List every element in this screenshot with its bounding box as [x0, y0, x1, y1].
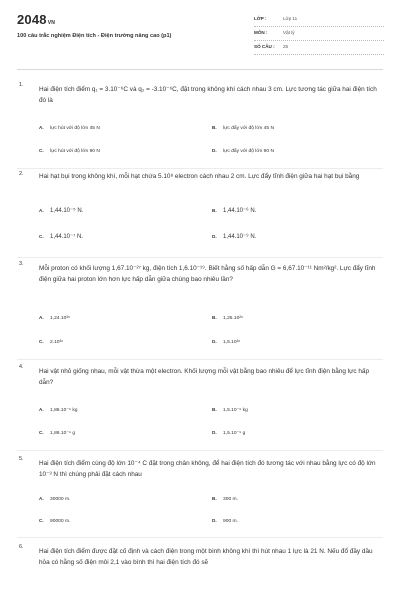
question-5 — [17, 456, 383, 540]
option-c[interactable] — [39, 518, 70, 524]
question-text: Hai hạt bụi trong không khí, mỗi hạt chứa 5.10⁸ electron cách nhau 2 cm. Lực đẩy tĩnh điện giữa hai hạt bụi bằng — [39, 173, 360, 180]
option-text: 1,25.10²⁶ — [223, 316, 243, 321]
question-divider — [17, 168, 383, 169]
option-a[interactable] — [39, 407, 78, 413]
meta-class-label: LỚP : — [254, 16, 267, 21]
question-divider — [17, 537, 383, 538]
question-number: 1. — [19, 82, 24, 88]
question-text: Hai điện tích điểm cùng độ lớn 10⁻⁴ C đặt trong chân không, để hai điện tích đó tương tác với nhau bằng lực có độ lớn 10⁻³ N thì chúng phải đặt cách nhau — [39, 460, 376, 478]
option-letter: B. — [212, 208, 217, 213]
option-text: 1,5.10⁻⁹ g — [223, 431, 246, 436]
option-text: 900 m. — [223, 519, 238, 524]
option-letter: C. — [39, 430, 44, 435]
option-text: lực hút với độ lớn 45 N — [50, 126, 100, 131]
option-letter: B. — [212, 407, 217, 412]
option-c[interactable] — [39, 148, 100, 154]
option-text: 2.10³⁶ — [50, 340, 64, 345]
option-letter: D. — [212, 430, 217, 435]
option-letter: A. — [39, 407, 44, 412]
option-b[interactable] — [212, 496, 238, 502]
option-text: 1,5.10⁻⁹ kg — [223, 408, 248, 413]
option-letter: C. — [39, 234, 44, 239]
meta-count — [254, 41, 384, 55]
option-c[interactable] — [39, 233, 83, 240]
question-6 — [17, 544, 383, 600]
option-text: 1,86.10⁻⁹ kg — [50, 408, 78, 413]
option-d[interactable] — [212, 339, 240, 345]
question-text: Hai vật nhỏ giống nhau, mỗi vật thừa một electron. Khối lượng mỗi vật bằng bao nhiêu để lực tĩnh điện bằng lực hấp dẫn? — [39, 368, 370, 386]
option-a[interactable] — [39, 207, 83, 214]
question-number: 6. — [19, 544, 24, 550]
question-divider — [17, 257, 383, 258]
meta-subject — [254, 27, 384, 41]
option-letter: A. — [39, 315, 44, 320]
option-c[interactable] — [39, 339, 63, 345]
option-letter: A. — [39, 125, 44, 130]
logo-suffix: VN — [47, 20, 56, 26]
option-a[interactable] — [39, 315, 70, 321]
option-d[interactable] — [212, 148, 274, 154]
option-letter: A. — [39, 208, 44, 213]
meta-class — [254, 13, 384, 27]
option-letter: B. — [212, 125, 217, 130]
question-number: 4. — [19, 364, 24, 370]
option-letter: A. — [39, 496, 44, 501]
option-text: 1,44.10⁻⁷ N. — [50, 234, 84, 240]
option-d[interactable] — [212, 430, 245, 436]
option-letter: C. — [39, 148, 44, 153]
question-number: 5. — [19, 456, 24, 462]
option-d[interactable] — [212, 233, 256, 240]
option-a[interactable] — [39, 496, 70, 502]
question-text: Mỗi proton có khối lượng 1,67.10⁻²⁷ kg, điện tích 1,6.10⁻¹⁹. Biết hằng số hấp dẫn G = 6,67.10⁻¹¹ Nm²/kg². Lực đẩy tĩnh điện giữa hai proton lớn hơn lực hấp dẫn giữa chúng bao nhiêu lần? — [39, 265, 376, 283]
question-3 — [17, 261, 383, 364]
option-letter: B. — [212, 315, 217, 320]
option-letter: D. — [212, 518, 217, 523]
meta-subject-value: Vật lý — [283, 30, 295, 35]
meta-subject-label: MÔN : — [254, 30, 268, 35]
page-header — [0, 0, 400, 68]
question-4 — [17, 364, 383, 454]
question-1 — [17, 82, 383, 172]
option-letter: B. — [212, 496, 217, 501]
option-text: 1,5.10²⁶ — [223, 340, 241, 345]
option-b[interactable] — [212, 125, 274, 131]
question-number: 3. — [19, 261, 24, 267]
option-text: 1,24.10³⁶ — [50, 316, 70, 321]
header-divider — [17, 69, 383, 70]
option-text: lực đẩy với độ lớn 45 N — [223, 126, 275, 131]
meta-class-value: Lớp 11 — [283, 16, 298, 21]
question-number: 2. — [19, 171, 24, 177]
option-text: 1,44.10⁻⁵ N. — [50, 208, 84, 214]
option-text: 30000 m. — [50, 497, 71, 502]
site-logo[interactable] — [17, 12, 55, 27]
option-text: 1,44.10⁻⁶ N. — [223, 208, 257, 214]
option-text: lực đẩy với độ lớn 90 N — [223, 149, 275, 154]
question-divider — [17, 359, 383, 360]
option-d[interactable] — [212, 518, 238, 524]
option-b[interactable] — [212, 207, 256, 214]
option-text: lực hút với độ lớn 90 N — [50, 149, 100, 154]
option-text: 1,44.10⁻⁹ N. — [223, 234, 257, 240]
option-text: 1,86.10⁻⁹ g — [50, 431, 76, 436]
option-letter: D. — [212, 234, 217, 239]
option-a[interactable] — [39, 125, 100, 131]
option-b[interactable] — [212, 315, 243, 321]
question-text: Hai điện tích điểm q₁ = 3.10⁻⁶C và q₂ = -3.10⁻⁶C, đặt trong không khí cách nhau 3 cm. Lực tương tác giữa hai điện tích đó là — [39, 86, 377, 104]
option-text: 90000 m. — [50, 519, 71, 524]
option-letter: D. — [212, 148, 217, 153]
option-letter: D. — [212, 339, 217, 344]
meta-count-label: SỐ CÂU : — [254, 44, 275, 49]
option-letter: C. — [39, 339, 44, 344]
option-b[interactable] — [212, 407, 248, 413]
question-text: Hai điện tích điểm được đặt cố định và cách điện trong một bình không khí thì hút nhau 1 lực là 21 N. Nếu đổ đầy dầu hỏa có hằng số điện môi 2,1 vào bình thì hai điện tích đó sẽ — [39, 548, 373, 566]
logo-text: 2048 — [17, 12, 47, 27]
option-c[interactable] — [39, 430, 75, 436]
question-2 — [17, 171, 383, 261]
meta-count-value: 25 — [283, 44, 289, 49]
option-letter: C. — [39, 518, 44, 523]
document-title: 100 câu trắc nghiệm Điện tích - Điện trường nâng cao (p1) — [17, 33, 172, 39]
question-divider — [17, 450, 383, 451]
option-text: 300 m. — [223, 497, 238, 502]
